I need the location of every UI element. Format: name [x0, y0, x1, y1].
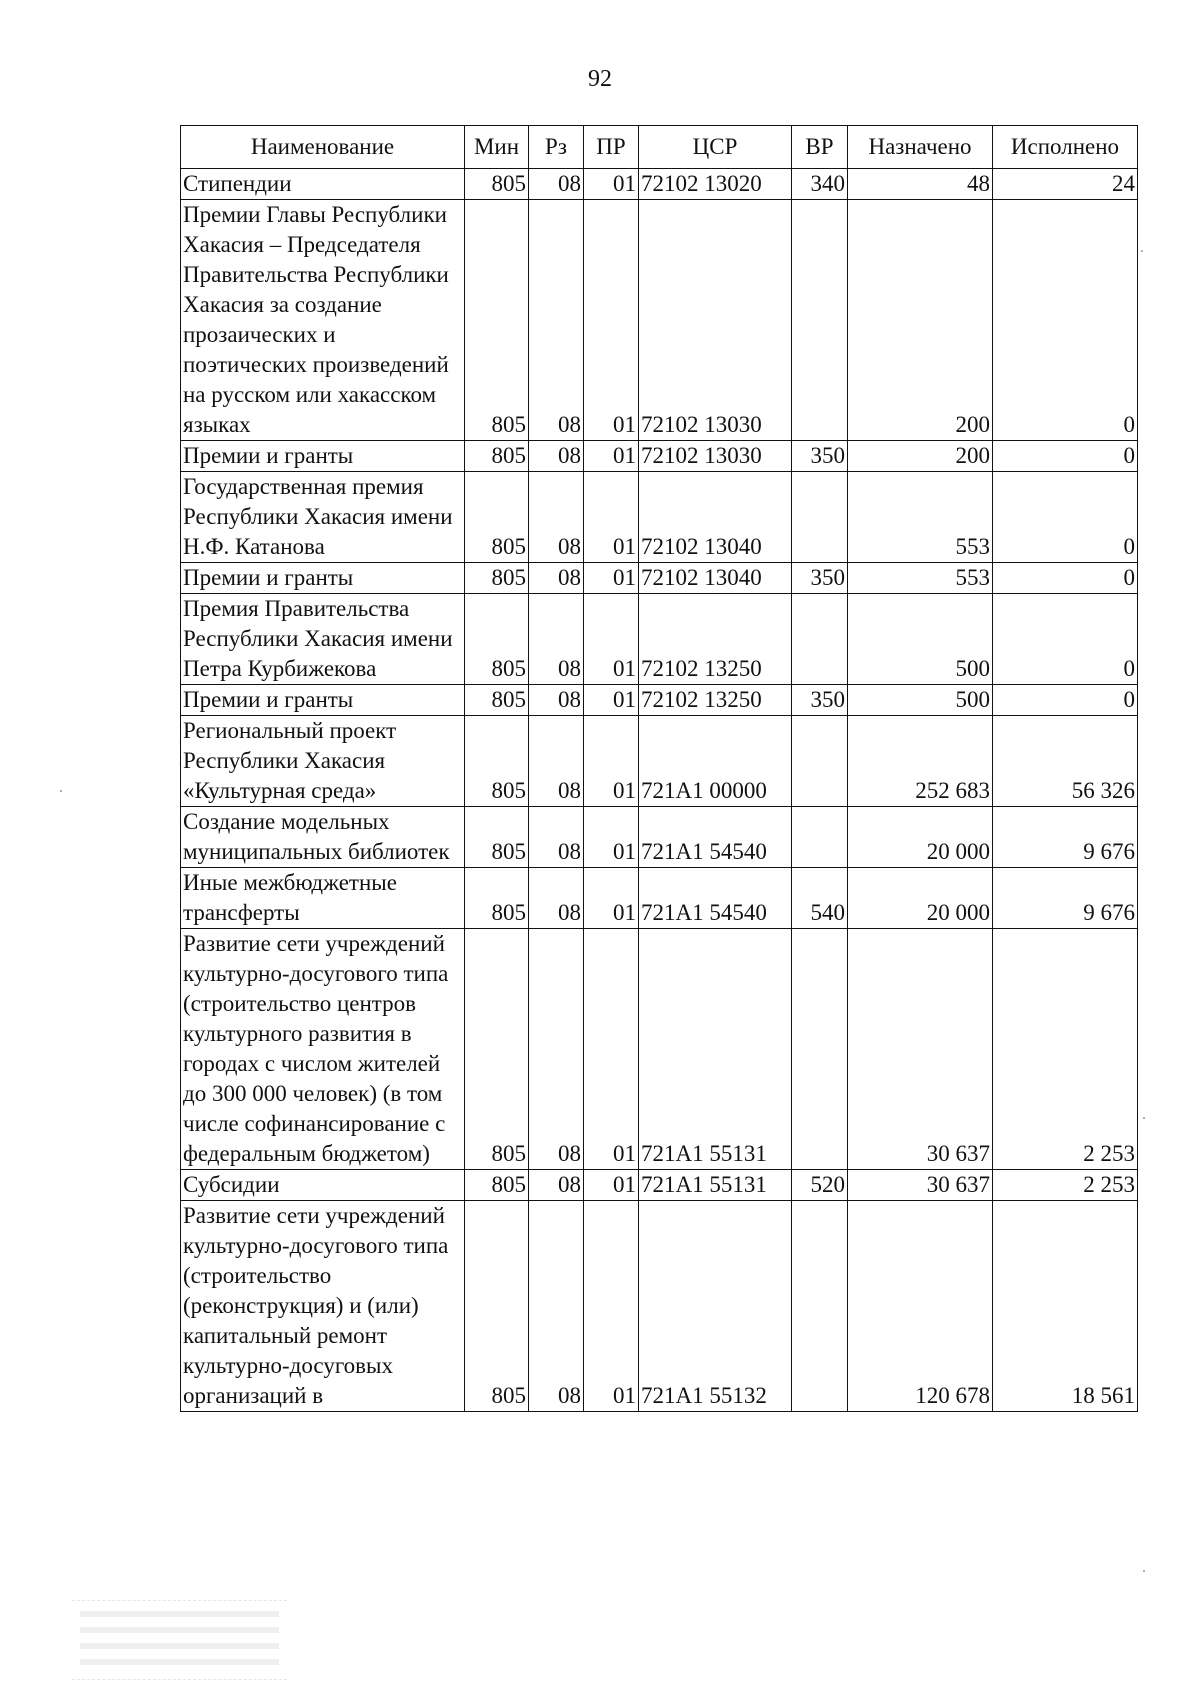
header-min: Мин [465, 126, 529, 169]
cell-assigned: 48 [848, 169, 993, 200]
cell-rz: 08 [529, 169, 584, 200]
cell-min: 805 [465, 563, 529, 594]
cell-csr: 72102 13250 [639, 685, 792, 716]
cell-vr [792, 929, 848, 1170]
table-row [181, 716, 1138, 807]
cell-executed: 24 [993, 169, 1138, 200]
cell-vr [792, 807, 848, 868]
cell-executed: 0 [993, 563, 1138, 594]
cell-name: Премии и гранты [181, 441, 465, 472]
table-row [181, 200, 1138, 441]
cell-min: 805 [465, 1170, 529, 1201]
cell-name: Иные межбюджетные трансферты [181, 868, 465, 929]
cell-min: 805 [465, 200, 529, 441]
cell-name: Региональный проект Республики Хакасия «Культурная среда» [181, 716, 465, 807]
cell-csr: 72102 13250 [639, 594, 792, 685]
cell-pr: 01 [584, 472, 639, 563]
header-pr: ПР [584, 126, 639, 169]
table-row [181, 929, 1138, 1170]
cell-min: 805 [465, 441, 529, 472]
cell-csr: 72102 13030 [639, 441, 792, 472]
cell-pr: 01 [584, 807, 639, 868]
cell-vr [792, 594, 848, 685]
cell-name: Стипендии [181, 169, 465, 200]
cell-rz: 08 [529, 1170, 584, 1201]
cell-vr: 540 [792, 868, 848, 929]
cell-assigned: 500 [848, 685, 993, 716]
cell-name: Субсидии [181, 1170, 465, 1201]
cell-csr: 721A1 55131 [639, 1170, 792, 1201]
cell-executed: 0 [993, 685, 1138, 716]
cell-executed: 2 253 [993, 929, 1138, 1170]
cell-name: Премии и гранты [181, 685, 465, 716]
cell-csr: 721A1 55132 [639, 1201, 792, 1412]
cell-executed: 0 [993, 441, 1138, 472]
cell-name: Развитие сети учреждений культурно-досугового типа (строительство (реконструкция) и (или) капитальный ремонт культурно-досуговых организаций в [181, 1201, 465, 1412]
cell-vr: 350 [792, 441, 848, 472]
table-row [181, 594, 1138, 685]
cell-rz: 08 [529, 716, 584, 807]
cell-csr: 721A1 54540 [639, 868, 792, 929]
cell-min: 805 [465, 594, 529, 685]
table-row [181, 441, 1138, 472]
cell-csr: 721A1 54540 [639, 807, 792, 868]
cell-csr: 721A1 55131 [639, 929, 792, 1170]
table-row [181, 868, 1138, 929]
header-name: Наименование [181, 126, 465, 169]
header-csr: ЦСР [639, 126, 792, 169]
cell-pr: 01 [584, 169, 639, 200]
cell-name: Премия Правительства Республики Хакасия имени Петра Курбижекова [181, 594, 465, 685]
scan-speck [60, 790, 62, 792]
cell-min: 805 [465, 1201, 529, 1412]
cell-rz: 08 [529, 594, 584, 685]
scan-speck [1143, 1117, 1145, 1119]
cell-executed: 56 326 [993, 716, 1138, 807]
cell-vr [792, 472, 848, 563]
cell-executed: 9 676 [993, 807, 1138, 868]
cell-min: 805 [465, 472, 529, 563]
header-vr: ВР [792, 126, 848, 169]
cell-min: 805 [465, 868, 529, 929]
cell-pr: 01 [584, 1201, 639, 1412]
cell-pr: 01 [584, 441, 639, 472]
cell-rz: 08 [529, 563, 584, 594]
cell-min: 805 [465, 685, 529, 716]
cell-csr: 72102 13040 [639, 563, 792, 594]
cell-vr [792, 200, 848, 441]
header-assigned: Назначено [848, 126, 993, 169]
cell-rz: 08 [529, 472, 584, 563]
cell-csr: 72102 13020 [639, 169, 792, 200]
cell-executed: 0 [993, 594, 1138, 685]
cell-executed: 0 [993, 200, 1138, 441]
cell-csr: 721A1 00000 [639, 716, 792, 807]
scan-speck [1141, 250, 1143, 252]
cell-assigned: 120 678 [848, 1201, 993, 1412]
table-row [181, 1201, 1138, 1412]
cell-executed: 0 [993, 472, 1138, 563]
cell-pr: 01 [584, 929, 639, 1170]
cell-pr: 01 [584, 685, 639, 716]
cell-assigned: 200 [848, 441, 993, 472]
cell-name: Развитие сети учреждений культурно-досугового типа (строительство центров культурного развития в городах с числом жителей до 300 000 человек) (в том числе софинансирование с федеральным бюджетом) [181, 929, 465, 1170]
cell-csr: 72102 13040 [639, 472, 792, 563]
cell-vr: 340 [792, 169, 848, 200]
cell-rz: 08 [529, 807, 584, 868]
cell-min: 805 [465, 929, 529, 1170]
cell-pr: 01 [584, 868, 639, 929]
cell-assigned: 20 000 [848, 868, 993, 929]
stamp-line [80, 1659, 279, 1665]
cell-name: Создание модельных муниципальных библиотек [181, 807, 465, 868]
cell-assigned: 20 000 [848, 807, 993, 868]
budget-table [180, 125, 1138, 1412]
faded-stamp [72, 1600, 287, 1680]
cell-assigned: 500 [848, 594, 993, 685]
cell-assigned: 252 683 [848, 716, 993, 807]
page-number: 92 [588, 66, 612, 92]
header-rz: Рз [529, 126, 584, 169]
table-row [181, 472, 1138, 563]
cell-name: Премии Главы Республики Хакасия – Председателя Правительства Республики Хакасия за создание прозаических и поэтических произведений на русском или хакасском языках [181, 200, 465, 441]
cell-pr: 01 [584, 200, 639, 441]
cell-pr: 01 [584, 594, 639, 685]
cell-assigned: 200 [848, 200, 993, 441]
cell-assigned: 30 637 [848, 929, 993, 1170]
cell-min: 805 [465, 807, 529, 868]
table-row [181, 1170, 1138, 1201]
cell-vr: 350 [792, 563, 848, 594]
cell-vr: 350 [792, 685, 848, 716]
cell-rz: 08 [529, 929, 584, 1170]
cell-name: Государственная премия Республики Хакасия имени Н.Ф. Катанова [181, 472, 465, 563]
cell-rz: 08 [529, 441, 584, 472]
cell-min: 805 [465, 716, 529, 807]
stamp-line [80, 1643, 279, 1649]
cell-rz: 08 [529, 1201, 584, 1412]
table-row [181, 807, 1138, 868]
table-row [181, 563, 1138, 594]
cell-vr [792, 1201, 848, 1412]
header-executed: Исполнено [993, 126, 1138, 169]
cell-rz: 08 [529, 200, 584, 441]
cell-pr: 01 [584, 563, 639, 594]
table-header-row [181, 126, 1138, 169]
cell-executed: 9 676 [993, 868, 1138, 929]
cell-assigned: 553 [848, 472, 993, 563]
table-row [181, 685, 1138, 716]
cell-min: 805 [465, 169, 529, 200]
cell-rz: 08 [529, 685, 584, 716]
stamp-line [80, 1627, 279, 1633]
cell-assigned: 30 637 [848, 1170, 993, 1201]
stamp-line [80, 1611, 279, 1617]
scan-speck [1143, 1570, 1145, 1572]
cell-pr: 01 [584, 1170, 639, 1201]
cell-pr: 01 [584, 716, 639, 807]
cell-csr: 72102 13030 [639, 200, 792, 441]
cell-executed: 18 561 [993, 1201, 1138, 1412]
cell-name: Премии и гранты [181, 563, 465, 594]
cell-assigned: 553 [848, 563, 993, 594]
cell-rz: 08 [529, 868, 584, 929]
cell-executed: 2 253 [993, 1170, 1138, 1201]
cell-vr [792, 716, 848, 807]
table-row [181, 169, 1138, 200]
cell-vr: 520 [792, 1170, 848, 1201]
